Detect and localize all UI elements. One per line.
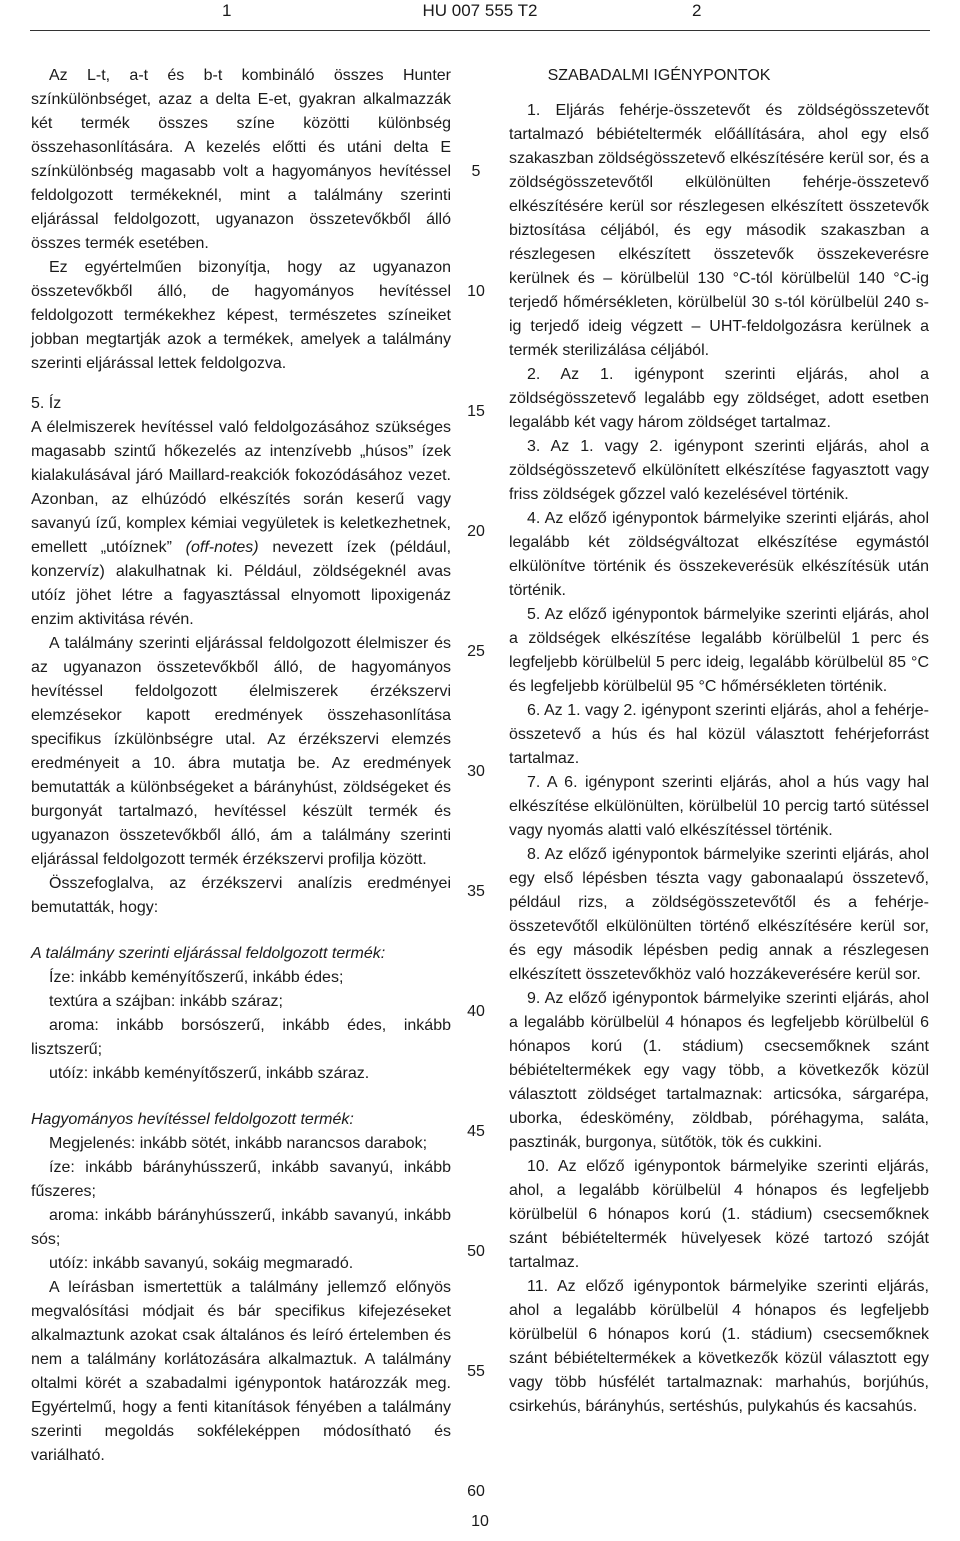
- claim: 8. Az előző igénypontok bármelyike szerinti eljárás, ahol egy első lépésben tészta vagy gabonaalapú összetevő, például rizs, a zöldségösszetevőtől és a fehérje-összetevőtől elkülönülten történő elkészítésére kerül sor, és egy második lépésben pedig annak a részlegesen elkészített összetevőkhöz való hozzákeverésére kerül sor.: [509, 846, 929, 983]
- line-number: 30: [467, 763, 485, 780]
- claim: 5. Az előző igénypontok bármelyike szerinti eljárás, ahol a zöldségek elkészítése legalább körülbelül 1 perc és legfeljebb körülbelül 5 perc ideig, legalább körülbelül 85 °C és legfeljebb körülbelül 95 °C hőmérsékleten történik.: [509, 606, 929, 695]
- paragraph: Az L-t, a-t és b-t kombináló összes Hunter színkülönbséget, azaz a delta E-et, gyakran alkalmazzák két termék összes színe közötti különbség összehasonlítására. A kezelés előtti és utáni delta E színkülönbség magasabb volt a hagyományos hevítéssel feldolgozott termékeknél, mint a találmány szerinti eljárással feldolgozott, ugyanazon összetevőkből álló összes termék esetében.: [31, 67, 451, 252]
- line-number: 50: [467, 1243, 485, 1260]
- spacer: [31, 376, 451, 392]
- paragraph: A találmány szerinti eljárással feldolgozott élelmiszer és az ugyanazon összetevőkből álló, de hagyományos hevítéssel feldolgozott élelmiszerek érzékszervi elemzésekor kapott eredmények összehasonlítása specifikus ízkülönbségre utal. Az érzékszervi elemzés eredményeit a 10. ábra mutatja be. Az eredmények bemutatták a különbségeket a bárányhúst, zöldségeket és burgonyát tartalmazó, hevítéssel készült termék és ugyanazon összetevőkből álló, ám a találmány szerinti eljárással feldolgozott termék érzékszervi profilja között.: [31, 635, 451, 868]
- line-number: 10: [467, 283, 485, 300]
- claim: 11. Az előző igénypontok bármelyike szerinti eljárás, ahol a legalább körülbelül 4 hónapos és legfeljebb körülbelül 6 hónapos korú (1. stádium) csecsemőknek szánt bébiételtermékek a következők közül választott egy vagy több húsfélét tartalmaznak: marhahús, borjúhús, csirkehús, bárányhús, sertéshús, pulykahús és kacsahús.: [509, 1278, 929, 1415]
- paragraph: Ez egyértelműen bizonyítja, hogy az ugyanazon összetevőkből álló, de hagyományos hevítéssel feldolgozott termékekhez képest, természetes színeiket jobban megtartják azok a termékek, amelyek a találmány szerinti eljárással lettek feldolgozva.: [31, 259, 451, 372]
- subsection-heading: Hagyományos hevítéssel feldolgozott termék:: [31, 1111, 354, 1128]
- line-number: 60: [467, 1483, 485, 1500]
- text-run: nevezett ízek (például, konzervíz) alakulhatnak ki. Például, zöldségeknél avas utóíz jöhet létre a fagyasztással elnyomott lipoxigenáz enzim aktivitása révén.: [31, 539, 452, 628]
- line-number: 25: [467, 643, 485, 660]
- list-item: Íze: inkább keményítőszerű, inkább édes;: [49, 969, 344, 986]
- list-item: aroma: inkább bárányhússzerű, inkább savanyú, inkább sós;: [31, 1207, 451, 1248]
- section-title: 5. Íz: [31, 395, 62, 412]
- paragraph: A leírásban ismertettük a találmány jellemző előnyös megvalósítási módjait és bár specifikus kifejezéseket alkalmaztunk azokat csak általános és leíró értelemben és nem a találmány korlátozására alkalmaztuk. A találmány oltalmi körét a szabadalmi igénypontok határozzák meg. Egyértelmű, hogy a fenti kitanítások fényében a találmány szerinti megoldás sokféleképpen módosítható és variálható.: [31, 1279, 451, 1464]
- line-number: 40: [467, 1003, 485, 1020]
- spacer: [31, 1086, 451, 1108]
- right-column: [509, 64, 929, 1419]
- list-item: textúra a szájban: inkább száraz;: [49, 993, 283, 1010]
- paragraph: Összefoglalva, az érzékszervi analízis eredményei bemutatták, hogy:: [31, 875, 451, 916]
- claim: 10. Az előző igénypontok bármelyike szerinti eljárás, ahol, a legalább körülbelül 4 hónapos és legfeljebb körülbelül 6 hónapos korú (1. stádium) csecsemőknek szánt bébiételtermék hüvelyesek közé tartozó szóját tartalmaz.: [509, 1158, 929, 1271]
- left-column: [31, 64, 451, 1468]
- list-item: utóíz: inkább savanyú, sokáig megmaradó.: [49, 1255, 354, 1272]
- header-rule: [30, 30, 930, 31]
- list-item: Megjelenés: inkább sötét, inkább narancsos darabok;: [49, 1135, 428, 1152]
- line-number: 20: [467, 523, 485, 540]
- page-number-left: 1: [222, 1, 232, 20]
- subsection-heading: A találmány szerinti eljárással feldolgozott termék:: [31, 945, 386, 962]
- line-number: 5: [471, 163, 481, 180]
- claim: 1. Eljárás fehérje-összetevőt és zöldségösszetevőt tartalmazó bébiételtermék előállítására, ahol egy első szakaszban zöldségösszetevő elkészítésére kerül sor, és a zöldségösszetevőtől elkülönülten fehérje-összetevő elkészítésére kerül sor részlegesen elkészített összetevők biztosítása céljából, és egy második szakaszban a részlegesen elkészített összetevők összekeverésre kerülnek és – körülbelül 130 °C-tól körülbelül 140 °C-ig terjedő hőmérsékleten, körülbelül 30 s-tól körülbelül 240 s-ig terjedő ideig végzett – UHT-feldolgozásra kerülnek a termék sterilizálása céljából.: [509, 102, 929, 359]
- list-item: íze: inkább bárányhússzerű, inkább savanyú, inkább fűszeres;: [31, 1159, 451, 1200]
- line-number: 35: [467, 883, 485, 900]
- claim: 7. A 6. igénypont szerinti eljárás, ahol a hús vagy hal elkészítése elkülönülten, körülbelül 10 percig tartó sütéssel vagy nyomás alatti való elkészítéssel történik.: [509, 774, 929, 839]
- list-item: aroma: inkább borsószerű, inkább édes, inkább lisztszerű;: [31, 1017, 451, 1058]
- claim: 4. Az előző igénypontok bármelyike szerinti eljárás, ahol legalább két zöldségváltozat elkészítése egymástól elkülönítve történik és összekeverésük elkészítésük után történik.: [509, 510, 929, 599]
- italic-term: (off-notes): [185, 539, 259, 556]
- document-number: HU 007 555 T2: [422, 1, 538, 20]
- claim: 6. Az 1. vagy 2. igénypont szerinti eljárás, ahol a fehérje-összetevő a hús és hal közül választott fehérjeforrást tartalmaz.: [509, 702, 929, 767]
- line-number: 15: [467, 403, 485, 420]
- claims-heading: SZABADALMI IGÉNYPONTOK: [547, 67, 771, 84]
- spacer: [31, 920, 451, 942]
- list-item: utóíz: inkább keményítőszerű, inkább száraz.: [49, 1065, 370, 1082]
- footer-page-number: 10: [471, 1513, 489, 1530]
- line-number: 45: [467, 1123, 485, 1140]
- claim: 9. Az előző igénypontok bármelyike szerinti eljárás, ahol a legalább körülbelül 4 hónapos és legfeljebb körülbelül 6 hónapos korú (1. stádium) csecsemőknek szánt bébiételtermékek egy vagy több, a következők közül választott zöldséget tartalmaznak: articsóka, sárgarépa, uborka, édeskömény, zöldbab, póréhagyma, saláta, pasztinák, burgonya, sütőtök, tök és cukkini.: [509, 990, 929, 1151]
- claim: 3. Az 1. vagy 2. igénypont szerinti eljárás, ahol a zöldségösszetevő elkülönített elkészítése fagyasztott vagy friss zöldségek gőzzel való kezelésével történik.: [509, 438, 929, 503]
- page-number-right: 2: [692, 1, 702, 20]
- text-run: A élelmiszerek hevítéssel való feldolgozásához szükséges magasabb szintű hőkezelés az intenzívebb „húsos” ízek kialakulásával járó Maillard-reakciók fokozódásához vezet. Azonban, az elhúzódó elkészítés során keserű vagy savanyú ízű, komplex kémiai vegyületek is keletkezhetnek, emellett „utóíznek”: [31, 419, 451, 556]
- paragraph: [31, 416, 451, 632]
- claim: 2. Az 1. igénypont szerinti eljárás, ahol a zöldségösszetevő legalább egy zöldséget, adott esetben legalább két vagy három zöldséget tartalmaz.: [509, 366, 929, 431]
- line-number: 55: [467, 1363, 485, 1380]
